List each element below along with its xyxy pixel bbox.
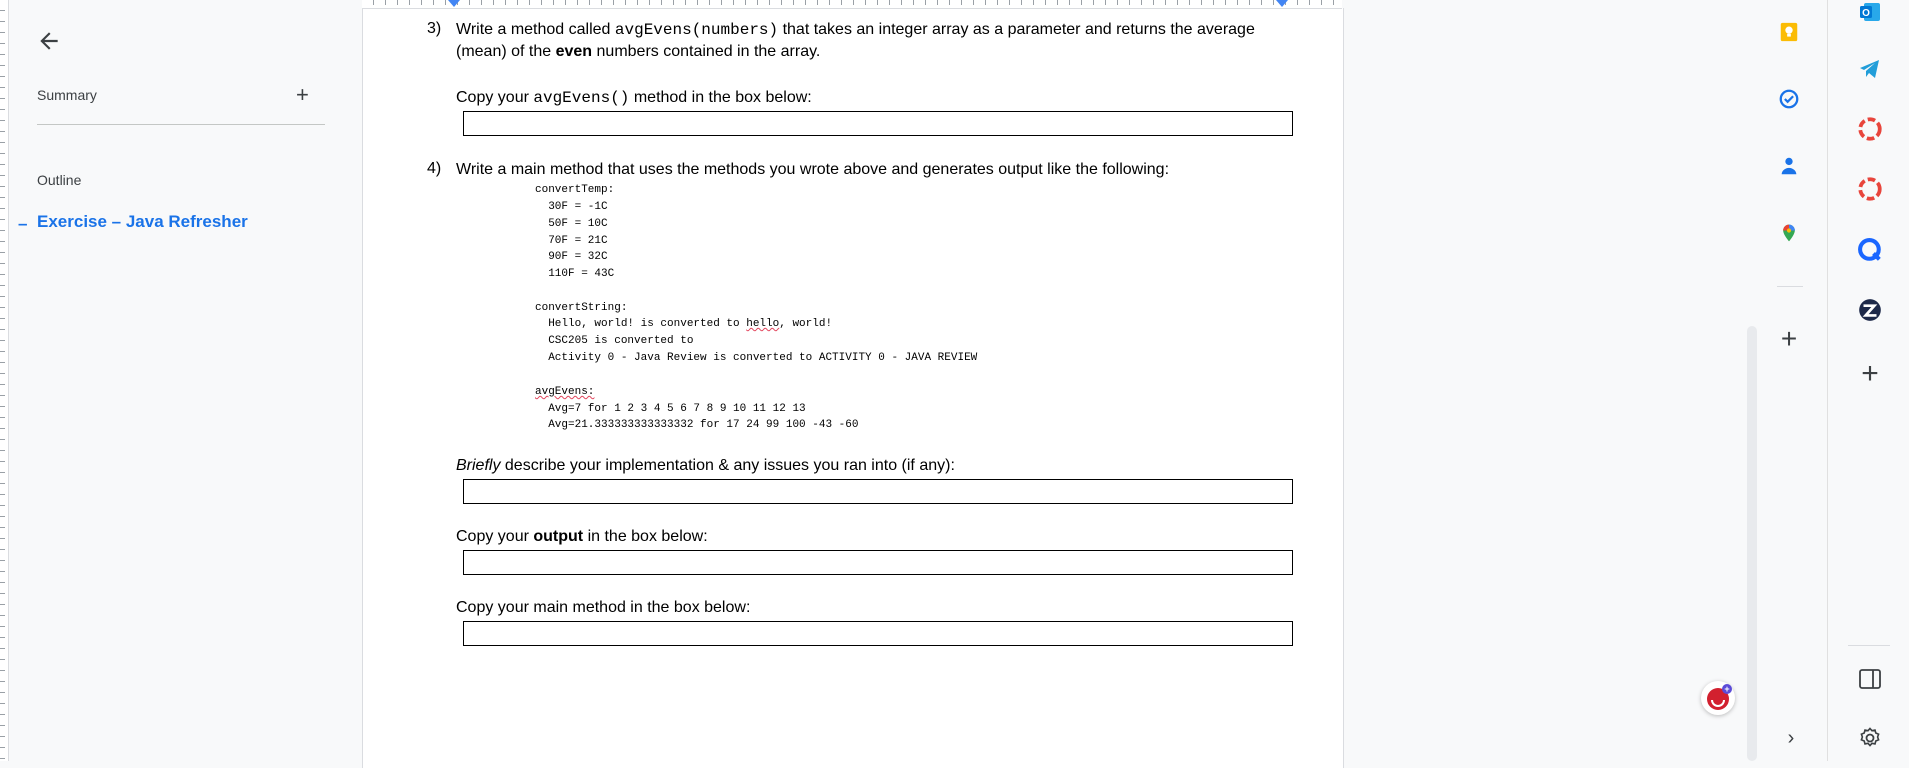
horizontal-ruler	[362, 0, 1342, 9]
left-indent-marker[interactable]	[448, 0, 460, 7]
output-post: in the box below:	[583, 528, 708, 545]
document-page	[362, 8, 1344, 768]
q3-line1-pre: Write a method called	[456, 21, 615, 38]
code-string-line-2: CSC205 is converted to	[535, 335, 694, 347]
svg-text:O: O	[1862, 8, 1870, 19]
output-bold: output	[533, 528, 584, 545]
q4-output-box[interactable]	[463, 550, 1293, 575]
code-avg-line-1: Avg=7 for 1 2 3 4 5 6 7 8 9 10 11 12 13	[535, 403, 806, 415]
q3-line1-post: that takes an integer array as a parameter and returns the average	[778, 21, 1255, 38]
q3-answer-box[interactable]	[463, 111, 1293, 136]
main-label: Copy your main method in the box below:	[456, 599, 751, 616]
output-label	[456, 526, 708, 548]
add-summary-icon[interactable]: +	[296, 82, 309, 107]
lifesaver-icon[interactable]	[1856, 175, 1884, 203]
q3-copy-label	[456, 87, 812, 109]
q3-copy-pre: Copy your	[456, 89, 534, 106]
code-str1-post: , world!	[779, 318, 833, 330]
settings-icon[interactable]	[1856, 724, 1884, 752]
svg-text:+: +	[1724, 684, 1730, 694]
code-temp-line: 70F = 21C	[535, 235, 608, 247]
back-arrow-icon[interactable]	[36, 28, 62, 54]
telegram-icon[interactable]	[1856, 55, 1884, 83]
rail-divider	[1848, 645, 1890, 646]
assistant-fab[interactable]	[1701, 681, 1735, 715]
vertical-scrollbar[interactable]	[1747, 326, 1757, 761]
keep-icon[interactable]	[1775, 18, 1803, 46]
code-temp-line: 90F = 32C	[535, 251, 608, 263]
outlook-icon[interactable]	[1856, 0, 1884, 26]
q-icon[interactable]	[1856, 236, 1884, 264]
lifesaver-icon[interactable]	[1856, 115, 1884, 143]
outline-dash-icon: –	[18, 214, 28, 233]
q3-copy-post: method in the box below:	[629, 89, 812, 106]
output-pre: Copy your	[456, 528, 534, 545]
right-indent-marker[interactable]	[1276, 0, 1288, 7]
q4-number: 4)	[427, 160, 442, 177]
code-convertString: convertString:	[535, 302, 628, 314]
maps-icon[interactable]	[1775, 219, 1803, 247]
add-icon[interactable]: +	[1861, 357, 1879, 390]
code-convertTemp: convertTemp:	[535, 184, 615, 196]
side-panel-divider	[1777, 286, 1803, 287]
code-str1-pre: Hello, world! is converted to	[535, 318, 747, 330]
right-rail	[1827, 0, 1909, 761]
q3-line2-pre: (mean) of the	[456, 43, 556, 60]
q3-line1	[456, 19, 1255, 41]
side-panel	[1757, 0, 1827, 761]
outline-item-exercise[interactable]: Exercise – Java Refresher	[37, 212, 248, 231]
q4-describe-box[interactable]	[463, 479, 1293, 504]
code-temp-line: 30F = -1C	[535, 201, 608, 213]
code-str1-squiggle: hello	[746, 318, 780, 330]
zoho-icon[interactable]	[1856, 296, 1884, 324]
q3-line2	[456, 41, 820, 63]
q3-line2-post: numbers contained in the array.	[592, 43, 821, 60]
code-temp-line: 110F = 43C	[535, 268, 615, 280]
outline-divider	[37, 124, 325, 125]
briefly-rest: describe your implementation & any issues you ran into (if any):	[500, 457, 955, 474]
code-avgEvens: avgEvens:	[535, 386, 595, 398]
code-string-line-1	[535, 316, 832, 333]
q3-line1-code: avgEvens(numbers)	[614, 21, 779, 39]
q4-main-box[interactable]	[463, 621, 1293, 646]
code-avg-line-2: Avg=21.333333333333332 for 17 24 99 100 -43 -60	[535, 419, 859, 431]
briefly-label	[456, 455, 955, 477]
briefly-italic: Briefly	[456, 457, 501, 474]
q3-copy-code: avgEvens()	[533, 89, 630, 107]
summary-label: Summary	[37, 87, 97, 103]
add-addon-icon[interactable]: +	[1780, 323, 1798, 354]
q3-number: 3)	[427, 20, 442, 37]
outline-label: Outline	[37, 172, 82, 188]
tasks-icon[interactable]	[1775, 85, 1803, 113]
q3-line2-bold: even	[555, 43, 593, 60]
q4-intro: Write a main method that uses the methods you wrote above and generates output like the following:	[456, 161, 1170, 178]
vertical-ruler	[0, 0, 9, 761]
contacts-icon[interactable]	[1775, 152, 1803, 180]
sidebar-icon[interactable]	[1856, 665, 1884, 693]
code-temp-line: 50F = 10C	[535, 218, 608, 230]
code-string-line-3: Activity 0 - Java Review is converted to ACTIVITY 0 - JAVA REVIEW	[535, 352, 978, 364]
chevron-right-icon[interactable]: ›	[1787, 726, 1795, 749]
